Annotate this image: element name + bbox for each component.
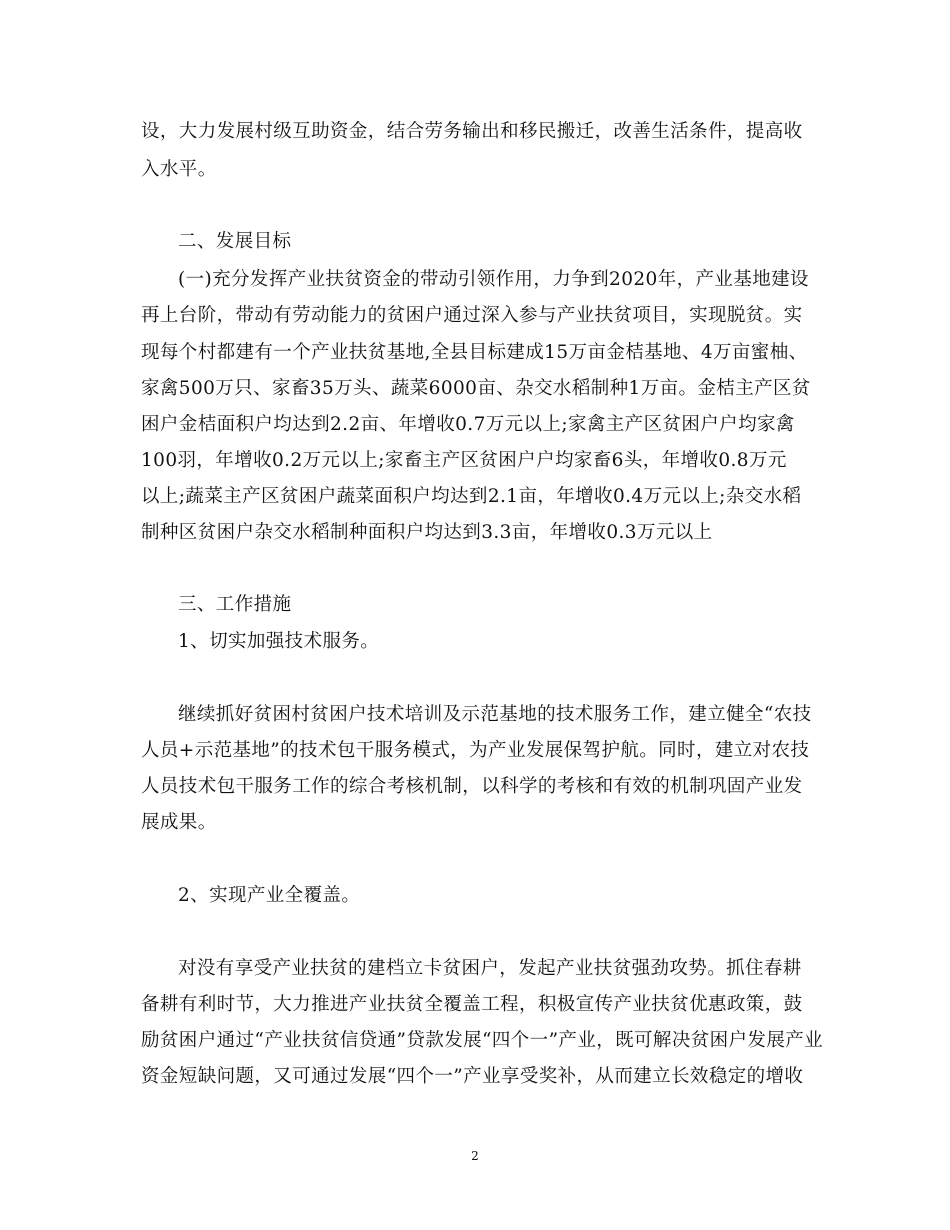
item-title: 1、切实加强技术服务。	[178, 631, 380, 652]
paragraph-line: 现每个村都建有一个产业扶贫基地,全县目标建成15万亩金桔基地、4万亩蜜柚、	[141, 342, 808, 363]
paragraph-line: 设，大力发展村级互助资金，结合劳务输出和移民搬迁，改善生活条件，提高收	[141, 121, 803, 142]
paragraph-line: 人员技术包干服务工作的综合考核机制，以科学的考核和有效的机制巩固产业发	[141, 776, 803, 797]
paragraph-line: 困户金桔面积户均达到2.2亩、年增收0.7万元以上;家禽主产区贫困户户均家禽	[141, 414, 795, 435]
paragraph-line: 对没有享受产业扶贫的建档立卡贫困户，发起产业扶贫强劲攻势。抓住春耕	[178, 958, 802, 979]
page-number: 2	[471, 1149, 479, 1163]
paragraph-line: 100羽，年增收0.2万元以上;家畜主产区贫困户户均家畜6头，年增收0.8万元	[141, 450, 787, 471]
section-heading: 三、工作措施	[178, 594, 292, 615]
paragraph-line: 人员+示范基地”的技术包干服务模式，为产业发展保驾护航。同时，建立对农技	[141, 740, 810, 761]
paragraph-line: 资金短缺问题，又可通过发展“四个一”产业享受奖补，从而建立长效稳定的增收	[141, 1066, 804, 1087]
paragraph-line: 备耕有利时节，大力推进产业扶贫全覆盖工程，积极宣传产业扶贫优惠政策，鼓	[141, 994, 803, 1015]
paragraph-line: 励贫困户通过“产业扶贫信贷通”贷款发展“四个一”产业，既可解决贫困户发展产业	[141, 1030, 824, 1051]
paragraph-line: 入水平。	[141, 159, 217, 180]
section-heading: 二、发展目标	[178, 231, 292, 252]
item-title: 2、实现产业全覆盖。	[178, 885, 361, 906]
paragraph-line: 再上台阶，带动有劳动能力的贫困户通过深入参与产业扶贫项目，实现脱贫。实	[141, 305, 803, 326]
paragraph-line: 展成果。	[141, 812, 217, 833]
paragraph-line: 以上;蔬菜主产区贫困户蔬菜面积户均达到2.1亩，年增收0.4万元以上;杂交水稻	[141, 486, 802, 507]
paragraph-line: 家禽500万只、家畜35万头、蔬菜6000亩、杂交水稻制种1万亩。金桔主产区贫	[141, 378, 811, 399]
paragraph-line: 制种区贫困户杂交水稻制种面积户均达到3.3亩，年增收0.3万元以上	[141, 522, 713, 543]
paragraph-line: 继续抓好贫困村贫困户技术培训及示范基地的技术服务工作，建立健全“农技	[178, 704, 812, 725]
paragraph-line: (一)充分发挥产业扶贫资金的带动引领作用，力争到2020年，产业基地建设	[178, 269, 809, 290]
